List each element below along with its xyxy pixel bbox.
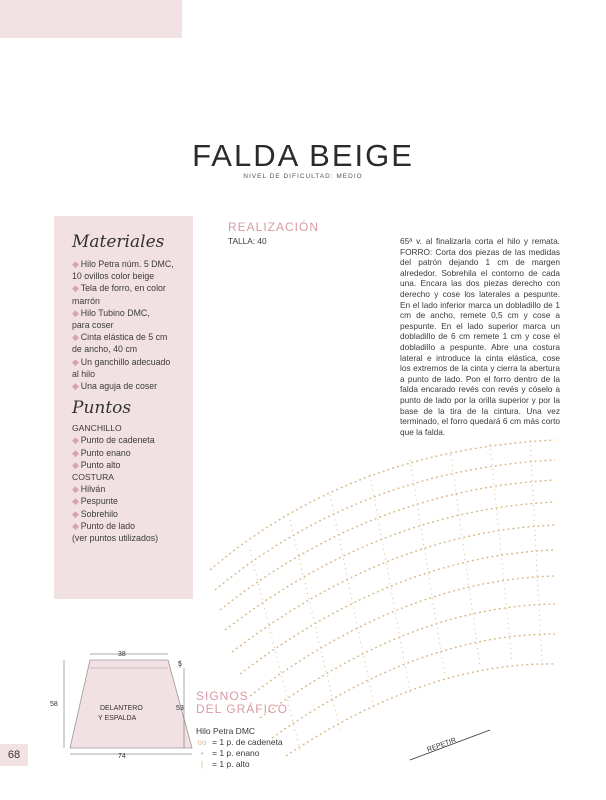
chart-row: [220, 480, 555, 610]
material-item: ◆ Cinta elástica de 5 cm: [72, 332, 168, 343]
material-item: para coser: [72, 320, 114, 331]
chart-spoke: [290, 520, 340, 730]
material-item: ◆ Una aguja de coser: [72, 381, 158, 392]
material-item: ◆ Un ganchillo adecuado: [72, 356, 171, 367]
instructions-column-2: 65ª v. al finalizarla corta el hilo y remata. FORRO: Corta dos piezas de las medidas del patrón dejando 1 cm de margen alrededor. Sobrehila el contorno de cada una. Encara las dos piezas derecho con derecho y cose los laterales a pespunte. En el lado inferior marca un dobladillo de 1 cm de ancho, remete 0,5 cm y cose a pespunte. En el lado superior marca un dobladillo de 6 cm remete 1 cm y cose el dobladillo a pespunte. Abre una costura lateral e introduce la cinta elástica, cose los extremos de la cinta y cierra la abertura a punto de lado. Pon el forro dentro de la falda encarado revés con revés y cóselo a punto de lado por la orilla superior y por la base de la tira de la cintura. Una vez terminado, el forro quedará 6 cm más corto que la falda.: [400, 236, 560, 437]
stitch-item: ◆ Punto de cadeneta: [72, 435, 155, 446]
chart-spoke: [450, 450, 480, 666]
stitch-item: ◆ Punto enano: [72, 447, 131, 458]
chart-spoke: [490, 444, 512, 662]
chart-row: [250, 576, 555, 696]
stitch-legend: [196, 726, 283, 770]
material-item: ◆ Tela de forro, en color: [72, 283, 166, 294]
repeat-label: REPETIR: [426, 736, 458, 754]
materials-heading: Materiales: [72, 232, 165, 252]
legend-row: oo = 1 p. de cadeneta: [197, 737, 283, 747]
pattern-label-line2: Y ESPALDA: [98, 715, 137, 722]
chain-symbol: oo: [197, 738, 207, 747]
stitch-note: (ver puntos utilizados): [72, 533, 159, 544]
stitch-item: ◆ Punto alto: [72, 459, 121, 470]
pattern-label-line1: DELANTERO: [100, 705, 143, 712]
pattern-left-measure: 58: [50, 701, 58, 708]
stitch-item: ◆ Punto de lado: [72, 520, 136, 531]
legend-row: • = 1 p. enano: [196, 748, 283, 759]
pattern-waist-measure: 5: [178, 661, 182, 668]
material-item: ◆ Hilo Tubino DMC,: [72, 307, 150, 318]
pattern-diagram: [50, 648, 200, 760]
stitch-item: ◆ Pespunte: [72, 496, 118, 507]
page-title: FALDA BEIGE: [192, 138, 414, 173]
page-number: 68: [0, 744, 28, 766]
material-item: al hilo: [72, 368, 95, 379]
slip-symbol: •: [200, 749, 204, 758]
signos-heading: [196, 690, 288, 716]
materials-panel: [54, 216, 193, 599]
chart-row: [260, 604, 555, 718]
chart-spoke: [250, 550, 300, 750]
material-item: marrón: [72, 295, 100, 306]
chart-spoke: [330, 495, 375, 710]
top-color-band: [0, 0, 182, 38]
chart-row: [240, 550, 555, 674]
chart-row: [225, 502, 555, 630]
material-item: ◆ Hilo Petra núm. 5 DMC,: [72, 259, 174, 269]
puntos-heading: Puntos: [72, 398, 132, 419]
material-item: 10 ovillos color beige: [72, 271, 155, 282]
chart-row: [215, 460, 555, 590]
double-symbol: |: [200, 760, 204, 769]
crochet-chart: [190, 430, 560, 770]
legend-row: | = 1 p. alto: [196, 759, 283, 770]
chart-row: [232, 525, 555, 652]
chart-row: [210, 440, 555, 570]
pattern-right-measure: 53: [176, 705, 184, 712]
pattern-top-measure: 38: [118, 651, 126, 658]
chart-spoke: [410, 460, 445, 676]
stitch-item: ◆ Sobrehilo: [72, 508, 118, 519]
material-item: de ancho, 40 cm: [72, 344, 138, 355]
ganchillo-label: GANCHILLO: [72, 423, 122, 434]
signos-heading-line2: DEL GRÁFICO: [196, 702, 288, 716]
instructions-column-1: TALLA: 40: [228, 236, 267, 246]
legend-yarn: Hilo Petra DMC: [196, 726, 256, 736]
chart-row: [272, 634, 555, 738]
costura-label: COSTURA: [72, 472, 115, 483]
difficulty-label: NIVEL DE DIFICULTAD: MEDIO: [243, 173, 363, 180]
chart-spoke: [370, 475, 410, 692]
pattern-bottom-measure: 74: [118, 753, 126, 760]
chart-row: [286, 664, 555, 756]
stitch-item: ◆ Hilván: [72, 484, 106, 495]
realizacion-heading: REALIZACIÓN: [228, 220, 320, 234]
signos-heading-line1: SIGNOS: [196, 689, 249, 703]
